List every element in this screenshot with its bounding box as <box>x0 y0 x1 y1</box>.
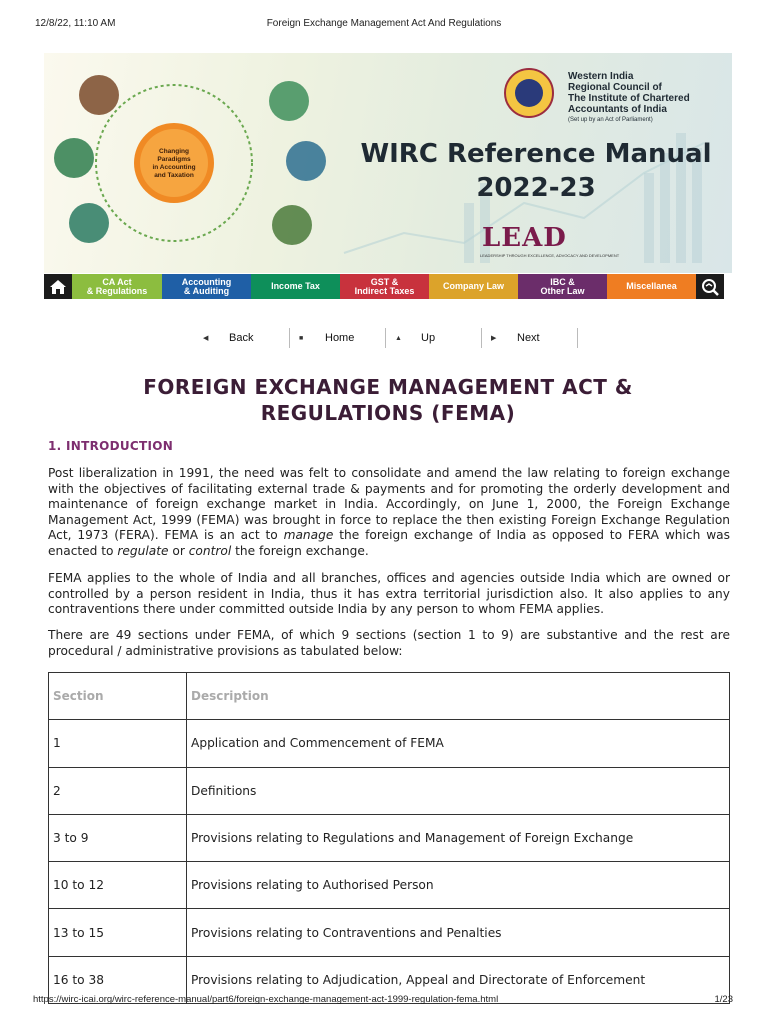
page-navigation <box>194 328 578 348</box>
nav-miscellanea[interactable]: Miscellanea <box>607 274 696 299</box>
table-row <box>49 767 730 814</box>
triangle-right-icon: ▶ <box>491 335 497 342</box>
cell-description: Definitions <box>187 767 730 814</box>
lead-logo: LEAD <box>482 223 567 253</box>
up-link[interactable]: ▲ Up <box>386 328 482 348</box>
home-link[interactable]: ■ Home <box>290 328 386 348</box>
table-row <box>49 814 730 861</box>
page-url: https://wirc-icai.org/wirc-reference-manual/part6/foreign-exchange-management-act-1999-regulation-fema.html <box>33 994 499 1005</box>
cell-description: Provisions relating to Contraventions and Penalties <box>187 909 730 956</box>
header-description: Description <box>187 673 730 720</box>
cell-section: 10 to 12 <box>49 862 187 909</box>
triangle-up-icon: ▲ <box>395 334 402 342</box>
home-nav-button[interactable] <box>44 274 72 299</box>
home-icon <box>49 279 67 295</box>
triangle-left-icon: ◀ <box>203 335 209 342</box>
banner-title: WIRC Reference Manual 2022-23 <box>360 139 712 203</box>
svg-text:Changing: Changing <box>159 148 189 155</box>
cell-description: Provisions relating to Authorised Person <box>187 862 730 909</box>
print-footer <box>0 994 768 1008</box>
intro-paragraph-1: Post liberalization in 1991, the need was felt to consolidate and amend the law relating to foreign exchange with the objectives of facilitating external trade & payments and for promoting the orderly development and maintenance of foreign exchange market in India. Accordingly, on June 1, 2000, the Foreign Exchange Management Act, 1999 (FEMA) was brought in force to replace the then existing Foreign Exchange Regulation Act, 1973 (FERA). FEMA is an act to manage the foreign exchange of India as opposed to FERA which was enacted to regulate or control the foreign exchange. <box>48 466 730 558</box>
council-name: Western India Regional Council of The Institute of Chartered Accountants of India (Set up by an Act of Parliament) <box>568 71 690 123</box>
cell-section: 2 <box>49 767 187 814</box>
table-row <box>49 909 730 956</box>
cell-description: Application and Commencement of FEMA <box>187 720 730 767</box>
category-navbar <box>44 274 732 299</box>
intro-paragraph-3: There are 49 sections under FEMA, of which 9 sections (section 1 to 9) are substantive and the rest are procedural / administrative provisions as tabulated below: <box>48 628 730 658</box>
page-number: 1/23 <box>714 994 733 1005</box>
square-icon: ■ <box>299 334 304 342</box>
cell-section: 13 to 15 <box>49 909 187 956</box>
cell-description: Provisions relating to Adjudication, Appeal and Directorate of Enforcement <box>187 956 730 1003</box>
table-row <box>49 862 730 909</box>
svg-text:and Taxation: and Taxation <box>154 172 194 179</box>
section-heading: 1. INTRODUCTION <box>48 439 174 453</box>
nav-company-law[interactable]: Company Law <box>429 274 518 299</box>
cell-section: 3 to 9 <box>49 814 187 861</box>
table-header-row <box>49 673 730 720</box>
nav-income-tax[interactable]: Income Tax <box>251 274 340 299</box>
nav-gst-indirect-taxes[interactable]: GST & Indirect Taxes <box>340 274 429 299</box>
header-section: Section <box>49 673 187 720</box>
svg-text:in Accounting: in Accounting <box>152 164 196 171</box>
search-nav-button[interactable] <box>696 274 724 299</box>
page-title: FOREIGN EXCHANGE MANAGEMENT ACT & REGULATIONS (FEMA) <box>143 375 633 425</box>
fema-sections-table <box>48 672 730 1004</box>
cell-section: 16 to 38 <box>49 956 187 1003</box>
back-link[interactable]: ◀ Back <box>194 328 290 348</box>
nav-ca-act[interactable]: CA Act & Regulations <box>72 274 162 299</box>
print-timestamp: 12/8/22, 11:10 AM <box>35 18 116 29</box>
intro-paragraph-2: FEMA applies to the whole of India and all branches, offices and agencies outside India which are owned or controlled by a person resident in India, thus it has extra territorial jurisdiction also. It also applies to any contraventions there under committed outside India by any person to whom FEMA applies. <box>48 571 730 616</box>
print-document-title: Foreign Exchange Management Act And Regulations <box>266 18 502 29</box>
nav-accounting-auditing[interactable]: Accounting & Auditing <box>162 274 251 299</box>
nav-ibc-other-law[interactable]: IBC & Other Law <box>518 274 607 299</box>
next-link[interactable]: ▶ Next <box>482 328 578 348</box>
cell-section: 1 <box>49 720 187 767</box>
search-book-icon <box>699 277 721 297</box>
print-header <box>0 14 768 32</box>
table-row <box>49 720 730 767</box>
lead-tagline: LEADERSHIP THROUGH EXCELLENCE, ADVOCACY AND DEVELOPMENT <box>480 253 620 258</box>
svg-text:Paradigms: Paradigms <box>157 156 191 163</box>
cell-description: Provisions relating to Regulations and Management of Foreign Exchange <box>187 814 730 861</box>
header-banner <box>44 53 732 273</box>
